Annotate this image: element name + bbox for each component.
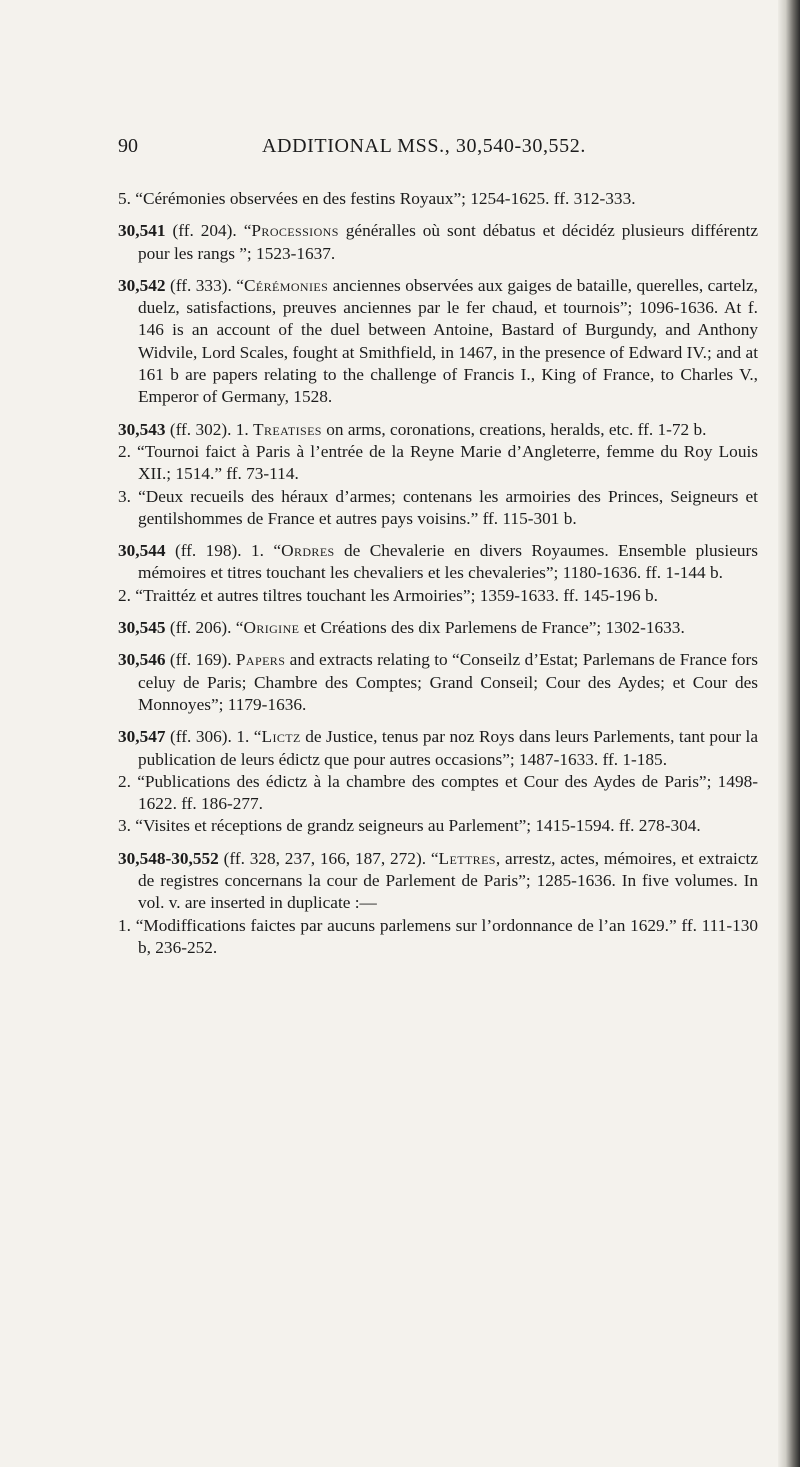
catalogue-entry	[118, 848, 758, 959]
entry-text: , arrestz, actes, mémoires, et extraictz de registres concernans la cour de Parlement de Paris”; 1285-1636. In five volumes. In vol. v. are inserted in duplicate :—	[138, 848, 758, 913]
entry-lead	[118, 540, 758, 585]
catalogue-entry	[118, 419, 758, 530]
catalogue-entry	[118, 726, 758, 837]
manuscript-number: 30,548-30,552	[118, 848, 219, 868]
sub-item: 1. “Modiffications faictes par aucuns parlemens sur l’ordonnance de l’an 1629.” ff. 111-130 b, 236-252.	[118, 915, 758, 957]
entry-lead	[118, 275, 758, 409]
catalogue-entry	[118, 220, 758, 265]
entry-text: on arms, coronations, creations, heralds, etc. ff. 1-72 b.	[321, 419, 707, 439]
folio-reference: (ff. 302). 1.	[165, 419, 254, 439]
manuscript-number: 30,542	[118, 275, 166, 295]
entry-keyword: Lettres	[438, 848, 496, 868]
sub-item: 2. “Publications des édictz à la chambre des comptes et Cour des Aydes de Paris”; 1498-1622. ff. 186-277.	[118, 771, 758, 814]
entry-text: de Chevalerie en divers Royaumes. Ensemble plusieurs mémoires et titres touchant les chevaliers et les chevaleries”; 1180-1636. ff. 1-144 b.	[138, 541, 758, 583]
folio-reference: (ff. 206). “	[165, 618, 244, 638]
folio-reference: (ff. 328, 237, 166, 187, 272). “	[218, 848, 439, 868]
entry-text: de Justice, tenus par noz Roys dans leurs Parlements, tant pour la publication de leurs édictz que pour autres occasions”; 1487-1633. ff. 1-185.	[138, 727, 758, 769]
sub-item: 2. “Tournoi faict à Paris à l’entrée de la Reyne Marie d’Angleterre, femme du Roy Louis XII.; 1514.” ff. 73-114.	[118, 441, 758, 484]
folio-reference: (ff. 169).	[165, 650, 236, 670]
entry-keyword: Ordres	[281, 541, 335, 561]
catalogue-entry	[118, 275, 758, 409]
entry-text: et Créations des dix Parlemens de France”; 1302-1633.	[299, 618, 685, 638]
catalogue-entry	[118, 649, 758, 716]
entry-text: généralles où sont débatus et décidéz plusieurs différentz pour les rangs ”; 1523-1637.	[138, 221, 758, 263]
folio-reference: (ff. 306). 1. “	[165, 727, 262, 747]
manuscript-number: 30,543	[118, 419, 166, 439]
entry-lead	[118, 726, 758, 771]
folio-reference: (ff. 333). “	[165, 275, 244, 295]
manuscript-number: 30,546	[118, 650, 166, 670]
entry-keyword: Cérémonies	[243, 275, 329, 295]
entry-lead	[118, 848, 758, 915]
entry-keyword: Treatises	[253, 419, 322, 439]
entry-keyword: Processions	[251, 221, 339, 241]
sub-item: 5. “Cérémonies observées en des festins Royaux”; 1254-1625. ff. 312-333.	[118, 189, 636, 208]
manuscript-number: 30,541	[118, 221, 166, 241]
catalogue-body	[118, 188, 758, 969]
entry-keyword: Origine	[243, 618, 300, 638]
running-head: ADDITIONAL MSS., 30,540-30,552.	[262, 135, 586, 157]
entry-lead	[118, 649, 758, 716]
folio-reference: (ff. 204). “	[165, 221, 252, 241]
catalogue-entry	[118, 617, 758, 639]
page-edge-shadow	[778, 0, 800, 1467]
manuscript-number: 30,545	[118, 618, 166, 638]
entry-lead	[118, 419, 758, 441]
manuscript-number: 30,544	[118, 541, 166, 561]
entry-keyword: Lictz	[261, 727, 301, 747]
sub-item: 3. “Deux recueils des héraux d’armes; contenans les armoiries des Princes, Seigneurs et gentilshommes de France et autres pays voisins.” ff. 115-301 b.	[118, 486, 758, 528]
folio-reference: (ff. 198). 1. “	[165, 541, 282, 561]
page-header	[0, 135, 800, 165]
page-number: 90	[118, 135, 138, 157]
entry-keyword: Papers	[235, 650, 286, 670]
entry-text: anciennes observées aux gaiges de bataille, querelles, cartelz, duelz, satisfactions, preuves anciennes par le fer chaud, et tournois”; 1096-1636. At f. 146 is an account of the duel between Antoine, Bastard of Burgundy, and Anthony Widvile, Lord Scales, fought at Smithfield, in 1467, in the presence of Edward IV.; and at 161 b are papers relating to the challenge of Francis I., King of France, to Charles V., Emperor of Germany, 1528.	[138, 275, 758, 407]
entry-lead	[118, 220, 758, 265]
catalogue-entry	[118, 540, 758, 607]
entry-lead	[118, 617, 758, 639]
sub-item: 3. “Visites et réceptions de grandz seigneurs au Parlement”; 1415-1594. ff. 278-304.	[118, 816, 701, 836]
entry-text: and extracts relating to “Conseilz d’Estat; Parlemans de France fors celuy de Paris; Chambre des Comptes; Grand Conseil; Cour des Aydes; et Cour des Monnoyes”; 1179-1636.	[138, 650, 758, 714]
catalogue-entry	[118, 188, 758, 210]
sub-item: 2. “Traittéz et autres tiltres touchant les Armoiries”; 1359-1633. ff. 145-196 b.	[118, 585, 658, 605]
manuscript-number: 30,547	[118, 727, 166, 747]
